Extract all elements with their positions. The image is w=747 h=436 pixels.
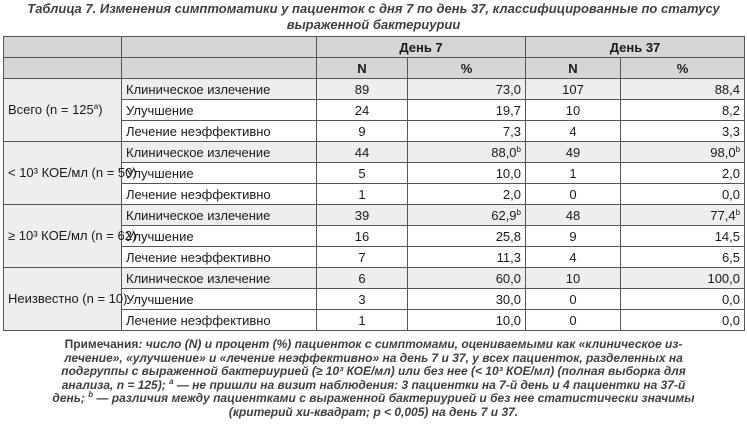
pct-day7-cell-value: 2,0	[502, 186, 521, 202]
table-row	[4, 205, 745, 226]
footnote-text-5: день;	[52, 391, 85, 405]
footnote	[0, 338, 747, 419]
pct-day7-cell	[408, 247, 526, 268]
n-day37-cell-value: 48	[565, 207, 581, 223]
pct-day37-cell-value: 0,0	[721, 291, 741, 307]
significance-mark: b	[516, 207, 521, 217]
outcome-cell	[122, 247, 317, 268]
n-day7-cell-value: 9	[358, 123, 366, 139]
n-day37-cell	[526, 100, 621, 121]
outcome-cell-value: Клиническое излечение	[126, 144, 271, 160]
header-row-days	[4, 37, 745, 58]
footnote-line-5	[0, 392, 747, 406]
n-day7-cell-value: 7	[358, 249, 366, 265]
pct-day7-cell-value: 88,0	[491, 144, 517, 160]
pct-day7-cell-value: 60,0	[495, 270, 521, 286]
pct-day7-cell	[408, 310, 526, 331]
pct-day37-cell	[621, 121, 745, 142]
pct-day37-cell	[621, 226, 745, 247]
pct-day7-cell	[408, 142, 526, 163]
n-day37-cell	[526, 121, 621, 142]
table-body	[4, 79, 745, 331]
outcome-cell-value: Улучшение	[126, 165, 194, 181]
n-day37-cell-value: 0	[569, 291, 577, 307]
n-day7-cell	[317, 289, 408, 310]
pct-day7-cell	[408, 100, 526, 121]
n-day37-cell-value: 1	[569, 165, 577, 181]
pct-day7-cell	[408, 289, 526, 310]
outcome-cell-value: Улучшение	[126, 102, 194, 118]
n-day7-cell	[317, 184, 408, 205]
pct-day7-cell-value: 11,3	[496, 249, 521, 265]
outcome-cell-value: Лечение неэффективно	[126, 312, 271, 328]
pct-day37-cell-value: 14,5	[714, 228, 741, 244]
n-day7-cell-value: 89	[354, 81, 370, 97]
outcome-cell	[122, 184, 317, 205]
table-row	[4, 142, 745, 163]
outcome-cell-value: Клиническое излечение	[126, 270, 271, 286]
n-day37-cell-value: 4	[569, 123, 577, 139]
footnote-text-5b: — различия между пациентками с выраженной бактериурией и без нее статистически значимы	[93, 391, 695, 405]
pct-day37-cell-value: 0,0	[721, 186, 741, 202]
pct-day7-cell	[408, 79, 526, 100]
footnote-lead: Примечания	[64, 337, 139, 351]
footnote-line-6: (критерий хи-квадрат; p < 0,005) на день 7 и 37.	[228, 404, 519, 419]
pct-day7-cell	[408, 268, 526, 289]
outcome-cell	[122, 121, 317, 142]
n-day37-cell-value: 0	[569, 312, 577, 328]
footnote-line-2: лечение», «улучшение» и «лечение неэффективно» на день 7 и 37, у всех пациенток, разделенных на	[64, 350, 683, 365]
pct-day7-cell	[408, 184, 526, 205]
n-day7-cell	[317, 142, 408, 163]
pct-day37-cell	[621, 205, 745, 226]
pct-day37-cell	[621, 268, 745, 289]
n-day7-cell	[317, 226, 408, 247]
footnote-text-4: анализа, n = 125);	[61, 377, 166, 392]
n-day37-cell	[526, 226, 621, 247]
outcome-cell	[122, 268, 317, 289]
group-label	[4, 268, 128, 331]
n-day7-cell-value: 5	[358, 165, 366, 181]
pct-day37-cell-value: 98,0	[710, 144, 736, 160]
n-day37-cell-value: 10	[565, 270, 581, 286]
pct-day37-cell-value: 3,3	[721, 123, 741, 139]
group-label	[4, 205, 137, 268]
n-day37-cell-value: 4	[569, 249, 577, 265]
title-line-2: выраженной бактериурии	[286, 17, 461, 32]
header-n-day7: N	[317, 58, 408, 79]
outcome-cell	[122, 142, 317, 163]
n-day7-cell-value: 6	[358, 270, 366, 286]
footnote-mark-a: a	[169, 376, 174, 386]
n-day37-cell	[526, 310, 621, 331]
n-day37-cell	[526, 268, 621, 289]
significance-mark: b	[735, 207, 741, 217]
pct-day7-cell-value: 10,0	[495, 165, 521, 181]
group-label-tail: )	[98, 102, 103, 117]
pct-day37-cell	[621, 184, 745, 205]
outcome-cell-value: Клиническое излечение	[126, 81, 271, 97]
group-label-text: < 10³ КОЕ/мл (n = 50)	[8, 165, 137, 180]
group-label-text: Всего (n = 125	[8, 102, 94, 117]
outcome-cell	[122, 205, 317, 226]
n-day37-cell	[526, 142, 621, 163]
footnote-line-4	[0, 376, 747, 393]
significance-mark: b	[516, 144, 521, 154]
header-row-columns	[4, 58, 745, 79]
pct-day37-cell-value: 2,0	[721, 165, 741, 181]
pct-day37-cell-value: 88,4	[714, 81, 741, 97]
table-row	[4, 268, 745, 289]
pct-day7-cell	[408, 226, 526, 247]
n-day7-cell	[317, 205, 408, 226]
pct-day37-cell	[621, 100, 745, 121]
pct-day37-cell-value: 6,5	[721, 249, 741, 265]
header-empty-outcome	[122, 37, 317, 58]
outcome-cell-value: Лечение неэффективно	[126, 249, 271, 265]
pct-day37-cell-value: 77,4	[710, 207, 736, 223]
pct-day7-cell	[408, 163, 526, 184]
n-day7-cell	[317, 100, 408, 121]
header-empty-outcome-2	[122, 58, 317, 79]
pct-day7-cell	[408, 205, 526, 226]
n-day7-cell-value: 39	[354, 207, 370, 223]
header-day7: День 7	[317, 37, 526, 58]
group-label	[4, 79, 122, 142]
pct-day37-cell	[621, 247, 745, 268]
table-row	[4, 79, 745, 100]
outcome-cell	[122, 289, 317, 310]
n-day37-cell	[526, 247, 621, 268]
footnote-text-1: : число (N) и процент (%) пациенток с симптомами, оцениваемыми как «клиническое из-	[138, 337, 683, 351]
group-label-text: Неизвестно (n = 10)	[8, 291, 128, 306]
group-label-text: ≥ 10³ КОЕ/мл (n = 62)	[8, 228, 137, 243]
pct-day37-cell	[621, 289, 745, 310]
n-day37-cell	[526, 184, 621, 205]
header-empty-group	[4, 37, 122, 58]
header-n-day37: N	[526, 58, 621, 79]
n-day37-cell-value: 0	[569, 186, 577, 202]
n-day7-cell	[317, 310, 408, 331]
pct-day37-cell-value: 8,2	[721, 102, 741, 118]
pct-day37-cell	[621, 163, 745, 184]
outcome-cell	[122, 79, 317, 100]
footnote-text-4b: — не пришли на визит наблюдения: 3 пациентки на 7-й день и 4 пациентки на 37-й	[173, 377, 686, 392]
group-label	[4, 142, 137, 205]
footnote-mark-b: b	[88, 390, 94, 399]
footnote-line-3: подгруппы с выраженной бактериурией (≥ 10³ КОЕ/мл) или без нее (< 10³ КОЕ/мл) (полная выборка для	[61, 364, 686, 378]
n-day7-cell-value: 1	[358, 312, 366, 328]
n-day37-cell	[526, 205, 621, 226]
pct-day7-cell-value: 10,0	[495, 312, 521, 328]
outcome-cell	[122, 100, 317, 121]
pct-day7-cell-value: 30,0	[495, 291, 521, 307]
table-title	[0, 1, 747, 33]
n-day7-cell	[317, 163, 408, 184]
pct-day7-cell-value: 7,3	[502, 123, 521, 139]
header-empty-group-2	[4, 58, 122, 79]
header-day37: День 37	[526, 37, 745, 58]
outcome-cell	[122, 163, 317, 184]
n-day7-cell-value: 3	[358, 291, 366, 307]
n-day7-cell	[317, 121, 408, 142]
n-day37-cell	[526, 163, 621, 184]
n-day37-cell-value: 10	[565, 102, 581, 118]
pct-day37-cell	[621, 79, 745, 100]
n-day7-cell	[317, 268, 408, 289]
n-day7-cell	[317, 247, 408, 268]
title-line-1: Таблица 7. Изменения симптоматики у пациенток с дня 7 по день 37, классифицированные по статусу	[27, 1, 720, 16]
outcome-cell-value: Лечение неэффективно	[126, 186, 271, 202]
significance-mark: b	[735, 144, 741, 154]
n-day37-cell-value: 107	[562, 81, 584, 97]
n-day7-cell-value: 16	[354, 228, 370, 244]
footnote-line-1	[0, 338, 747, 352]
pct-day37-cell-value: 0,0	[721, 312, 741, 328]
n-day37-cell-value: 49	[565, 144, 581, 160]
pct-day37-cell	[621, 310, 745, 331]
pct-day7-cell-value: 73,0	[495, 81, 521, 97]
pct-day37-cell-value: 100,0	[707, 270, 741, 286]
n-day37-cell	[526, 79, 621, 100]
n-day7-cell-value: 1	[358, 186, 366, 202]
group-label-mark: a	[93, 102, 99, 111]
header-pct-day37: %	[621, 58, 745, 79]
outcome-cell-value: Улучшение	[126, 291, 194, 307]
outcome-cell	[122, 226, 317, 247]
pct-day37-cell	[621, 142, 745, 163]
n-day7-cell-value: 44	[354, 144, 370, 160]
pct-day7-cell-value: 19,7	[495, 102, 521, 118]
header-pct-day7: %	[408, 58, 526, 79]
outcome-cell-value: Лечение неэффективно	[126, 123, 271, 139]
outcome-cell	[122, 310, 317, 331]
pct-day7-cell	[408, 121, 526, 142]
pct-day7-cell-value: 62,9	[491, 207, 517, 223]
results-table	[3, 36, 745, 331]
n-day37-cell-value: 9	[569, 228, 577, 244]
n-day7-cell-value: 24	[354, 102, 370, 118]
n-day7-cell	[317, 79, 408, 100]
outcome-cell-value: Клиническое излечение	[126, 207, 271, 223]
outcome-cell-value: Улучшение	[126, 228, 194, 244]
n-day37-cell	[526, 289, 621, 310]
pct-day7-cell-value: 25,8	[495, 228, 521, 244]
